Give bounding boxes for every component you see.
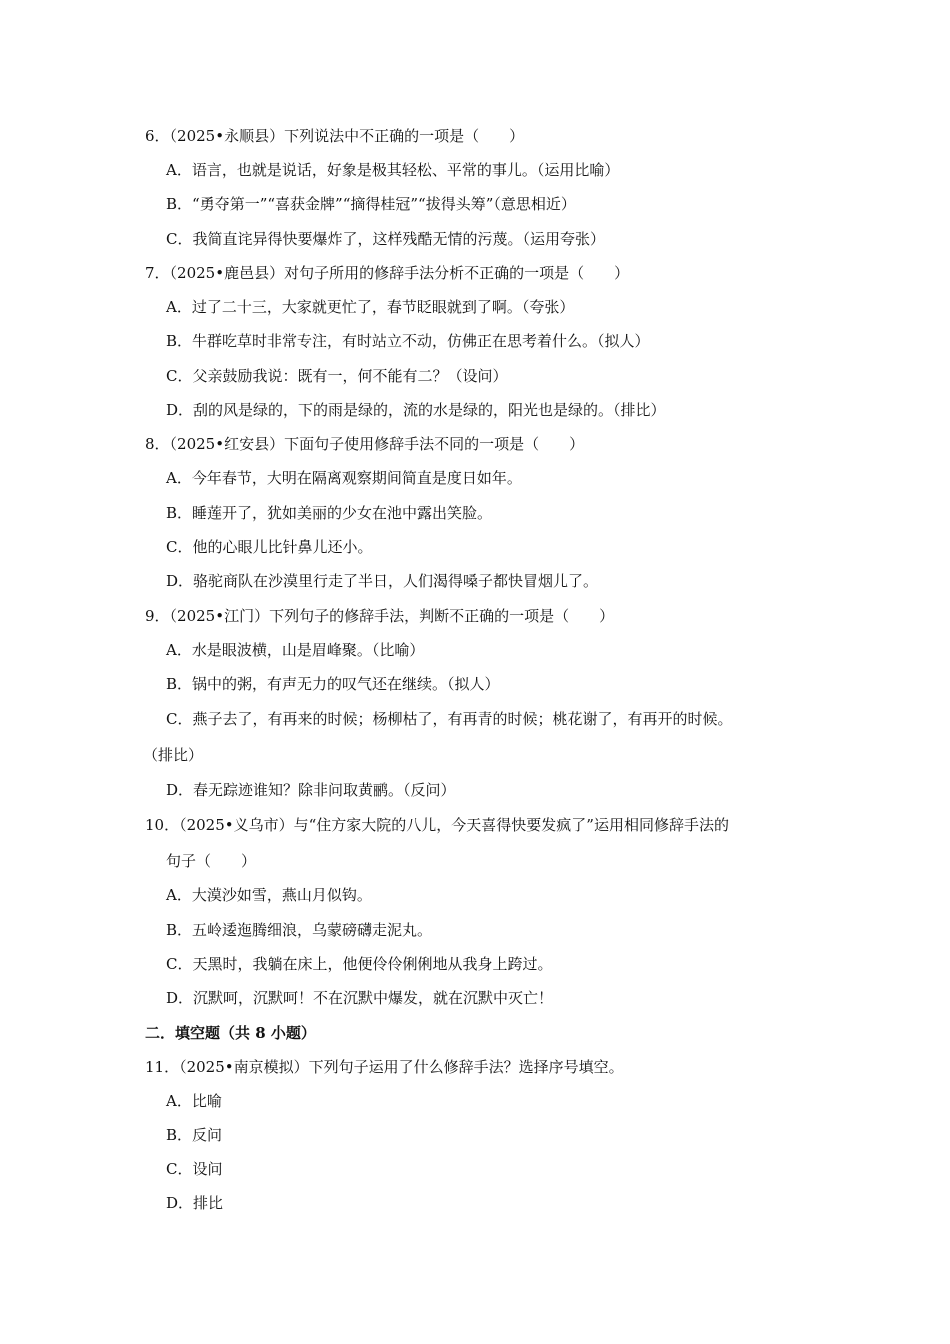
- question-9-option-c-continued: （排比）: [143, 746, 204, 764]
- question-9-option-d: D．春无踪迹谁知？除非问取黄鹂。（反问）: [166, 781, 456, 799]
- question-9-option-b: B．锅中的粥，有声无力的叹气还在继续。（拟人）: [166, 675, 500, 693]
- question-10-option-c: C．天黑时，我躺在床上，他便伶伶俐俐地从我身上跨过。: [166, 955, 553, 973]
- question-11-option-b: B．反问: [166, 1126, 223, 1144]
- question-10-option-b: B．五岭逶迤腾细浪，乌蒙磅礴走泥丸。: [166, 921, 433, 939]
- question-7-stem: 7．（2025•鹿邑县）对句子所用的修辞手法分析不正确的一项是（ ）: [145, 264, 630, 282]
- section-2-title: 二．填空题（共 8 小题）: [145, 1024, 316, 1042]
- question-9-option-c: C．燕子去了，有再来的时候；杨柳枯了，有再青的时候；桃花谢了，有再开的时候。: [166, 710, 733, 728]
- question-11-stem: 11．（2025•南京模拟）下列句子运用了什么修辞手法？选择序号填空。: [145, 1058, 624, 1076]
- question-8-option-a: A．今年春节，大明在隔离观察期间简直是度日如年。: [166, 469, 522, 487]
- question-11-option-c: C．设问: [166, 1160, 223, 1178]
- question-10-stem: 10．（2025•义乌市）与“住方家大院的八儿，今天喜得快要发疯了”运用相同修辞手法的: [145, 816, 729, 834]
- question-10-option-a: A．大漠沙如雪，燕山月似钩。: [166, 886, 372, 904]
- question-8-option-c: C．他的心眼儿比针鼻儿还小。: [166, 538, 373, 556]
- question-7-option-b: B．牛群吃草时非常专注，有时站立不动，仿佛正在思考着什么。（拟人）: [166, 332, 650, 350]
- question-6-option-b: B．“勇夺第一”“喜获金牌”“摘得桂冠”“拔得头筹”（意思相近）: [166, 195, 576, 213]
- question-6-option-a: A．语言，也就是说话，好象是极其轻松、平常的事儿。（运用比喻）: [166, 161, 620, 179]
- question-7-option-a: A．过了二十三，大家就更忙了，春节眨眼就到了啊。（夸张）: [166, 298, 575, 316]
- question-11-option-d: D．排比: [166, 1194, 224, 1212]
- question-7-option-c: C．父亲鼓励我说：既有一，何不能有二？（设问）: [166, 367, 508, 385]
- question-9-stem: 9．（2025•江门）下列句子的修辞手法，判断不正确的一项是（ ）: [145, 607, 615, 625]
- question-11-option-a: A．比喻: [166, 1092, 222, 1110]
- question-8-option-d: D．骆驼商队在沙漠里行走了半日，人们渴得嗓子都快冒烟儿了。: [166, 572, 599, 590]
- question-8-option-b: B．睡莲开了，犹如美丽的少女在池中露出笑脸。: [166, 504, 493, 522]
- question-6-stem: 6．（2025•永顺县）下列说法中不正确的一项是（ ）: [145, 127, 525, 145]
- question-10-stem-continued: 句子（ ）: [166, 852, 257, 870]
- question-7-option-d: D．刮的风是绿的，下的雨是绿的，流的水是绿的，阳光也是绿的。（排比）: [166, 401, 666, 419]
- question-9-option-a: A．水是眼波横，山是眉峰聚。（比喻）: [166, 641, 425, 659]
- question-10-option-d: D．沉默呵，沉默呵！不在沉默中爆发，就在沉默中灭亡！: [166, 989, 554, 1007]
- question-8-stem: 8．（2025•红安县）下面句子使用修辞手法不同的一项是（ ）: [145, 435, 585, 453]
- question-6-option-c: C．我简直诧异得快要爆炸了，这样残酷无情的污蔑。（运用夸张）: [166, 230, 605, 248]
